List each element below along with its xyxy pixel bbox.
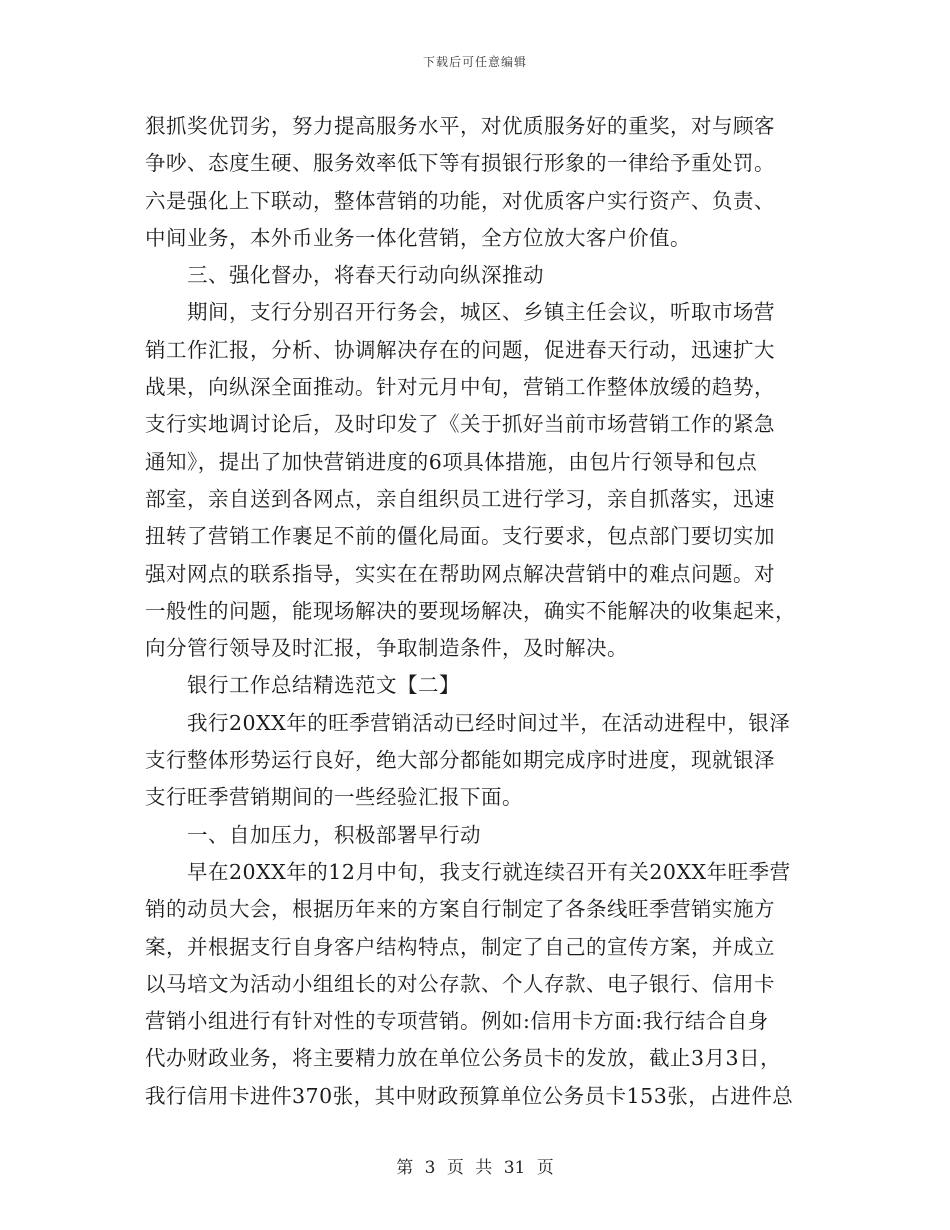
text-line: 战果，向纵深全面推动。针对元月中旬，营销工作整体放缓的趋势， [145, 375, 775, 400]
text-line: 案，并根据支行自身客户结构特点，制定了自己的宣传方案，并成立 [145, 934, 775, 959]
text-line: 代办财政业务，将主要精力放在单位公务员卡的发放，截止3月3日， [145, 1046, 782, 1071]
text-line: 三、强化督办，将春天行动向纵深推动 [187, 263, 544, 288]
text-line: 销的动员大会，根据历年来的方案自行制定了各条线旺季营销实施方 [145, 897, 775, 922]
text-line: 营销小组进行有针对性的专项营销。例如:信用卡方面:我行结合自身 [145, 1009, 769, 1034]
text-line: 以马培文为活动小组组长的对公存款、个人存款、电子银行、信用卡 [145, 971, 775, 996]
text-line: 扭转了营销工作裹足不前的僵化局面。支行要求，包点部门要切实加 [145, 524, 775, 549]
text-line: 通知》，提出了加快营销进度的6项具体措施，由包片行领导和包点 [145, 449, 758, 474]
text-line: 支行整体形势运行良好，绝大部分都能如期完成序时进度，现就银泽 [145, 748, 775, 773]
text-line: 强对网点的联系指导，实实在在帮助网点解决营销中的难点问题。对 [145, 561, 775, 586]
header-note: 下载后可任意编辑 [422, 55, 527, 69]
page-footer: 第 3 页 共 31 页 [396, 1158, 554, 1178]
text-line: 早在20XX年的12月中旬，我支行就连续召开有关20XX年旺季营 [187, 859, 791, 884]
text-line: 六是强化上下联动，整体营销的功能，对优质客户实行资产、负责、 [145, 188, 775, 213]
text-line: 中间业务，本外币业务一体化营销，全方位放大客户价值。 [145, 225, 691, 250]
text-line: 我行20XX年的旺季营销活动已经时间过半，在活动进程中，银泽 [187, 710, 791, 735]
text-line: 一般性的问题，能现场解决的要现场解决，确实不能解决的收集起来， [145, 598, 796, 623]
text-line: 支行实地调讨论后，及时印发了《关于抓好当前市场营销工作的紧急 [145, 412, 775, 437]
text-line: 一、自加压力，积极部署早行动 [187, 822, 481, 847]
text-line: 期间，支行分别召开行务会，城区、乡镇主任会议，听取市场营 [187, 300, 775, 325]
body-text [145, 108, 815, 1115]
text-line: 销工作汇报，分析、协调解决存在的问题，促进春天行动，迅速扩大 [145, 337, 775, 362]
text-line: 部室，亲自送到各网点，亲自组织员工进行学习，亲自抓落实，迅速 [145, 486, 775, 511]
text-line: 银行工作总结精选范文【二】 [187, 673, 460, 698]
text-line: 向分管行领导及时汇报，争取制造条件，及时解决。 [145, 636, 628, 661]
text-line: 我行信用卡进件370张，其中财政预算单位公务员卡153张，占进件总 [145, 1083, 794, 1108]
text-line: 狠抓奖优罚劣，努力提高服务水平，对优质服务好的重奖，对与顾客 [145, 114, 775, 138]
text-line: 争吵、态度生硬、服务效率低下等有损银行形象的一律给予重处罚。 [145, 151, 775, 176]
text-line: 支行旺季营销期间的一些经验汇报下面。 [145, 785, 523, 810]
